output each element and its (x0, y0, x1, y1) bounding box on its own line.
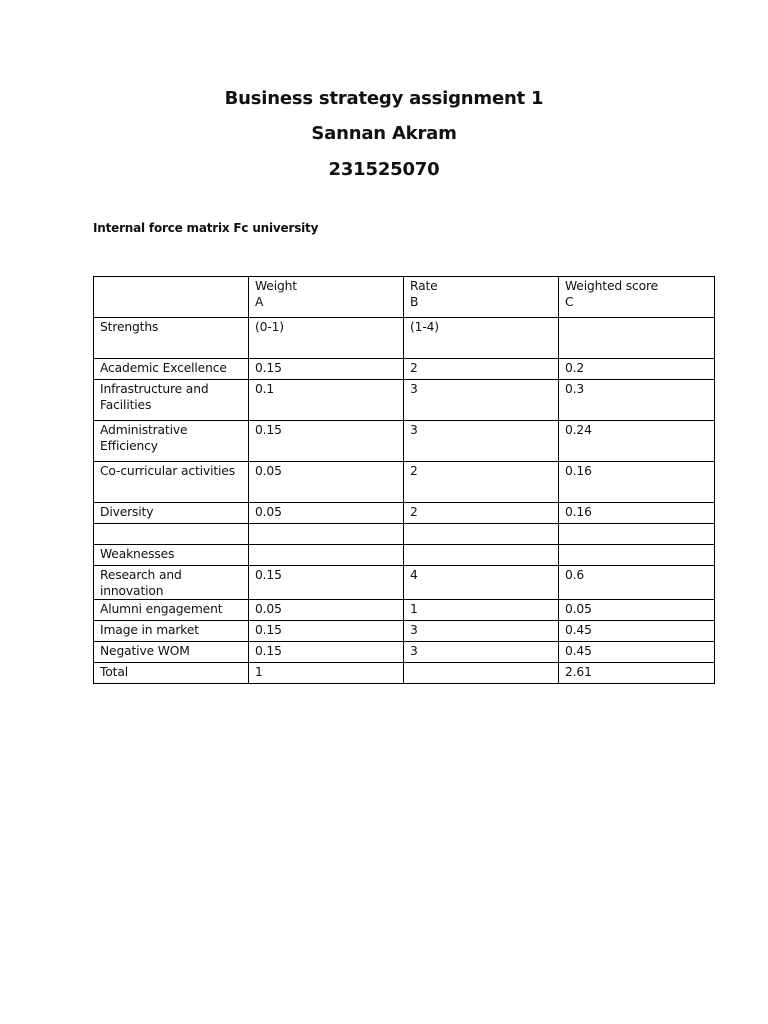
rate-cell: 3 (404, 380, 559, 421)
rate-cell: 2 (404, 462, 559, 503)
table-row (94, 421, 715, 462)
score-cell: 0.45 (559, 621, 715, 642)
table-row (94, 566, 715, 600)
table-row (94, 621, 715, 642)
weight-cell: 0.05 (249, 503, 404, 524)
factor-cell: Weaknesses (94, 545, 249, 566)
score-cell: 0.05 (559, 600, 715, 621)
weight-cell: 0.15 (249, 642, 404, 663)
table-row-empty (94, 524, 715, 545)
score-cell: 0.6 (559, 566, 715, 600)
factor-cell: Infrastructure and Facilities (94, 380, 249, 421)
factor-cell: Research and innovation (94, 566, 249, 600)
score-cell: 0.3 (559, 380, 715, 421)
rate-cell: 2 (404, 359, 559, 380)
rate-cell (404, 663, 559, 684)
weight-cell: (0-1) (249, 318, 404, 359)
weight-cell: 0.1 (249, 380, 404, 421)
factor-cell: Strengths (94, 318, 249, 359)
score-cell: 0.2 (559, 359, 715, 380)
rate-cell: 4 (404, 566, 559, 600)
table-row (94, 600, 715, 621)
factor-cell (94, 524, 249, 545)
table-row (94, 462, 715, 503)
factor-cell: Alumni engagement (94, 600, 249, 621)
score-cell: 0.16 (559, 462, 715, 503)
rate-cell: 3 (404, 421, 559, 462)
header-cell-factor (94, 277, 249, 318)
header-cell-rate: Rate B (404, 277, 559, 318)
factor-cell: Administrative Efficiency (94, 421, 249, 462)
weight-cell: 1 (249, 663, 404, 684)
rate-cell: (1-4) (404, 318, 559, 359)
weight-cell: 0.05 (249, 462, 404, 503)
table-row (94, 642, 715, 663)
table-row (94, 359, 715, 380)
table-row (94, 545, 715, 566)
table-row (94, 380, 715, 421)
internal-force-matrix-table (93, 276, 715, 684)
factor-cell: Image in market (94, 621, 249, 642)
header-cell-weighted-score: Weighted score C (559, 277, 715, 318)
rate-cell: 3 (404, 621, 559, 642)
table-row (94, 318, 715, 359)
section-heading: Internal force matrix Fc university (93, 221, 319, 235)
header-cell-weight: Weight A (249, 277, 404, 318)
author-name: Sannan Akram (311, 123, 457, 144)
rate-cell: 1 (404, 600, 559, 621)
weight-cell: 0.15 (249, 421, 404, 462)
factor-cell: Total (94, 663, 249, 684)
rate-cell: 3 (404, 642, 559, 663)
rate-cell: 2 (404, 503, 559, 524)
table-row (94, 503, 715, 524)
score-cell (559, 545, 715, 566)
score-cell: 2.61 (559, 663, 715, 684)
rate-cell (404, 545, 559, 566)
weight-cell (249, 545, 404, 566)
document-title: Business strategy assignment 1 (224, 88, 544, 109)
weight-cell: 0.05 (249, 600, 404, 621)
table-row-total (94, 663, 715, 684)
factor-cell: Negative WOM (94, 642, 249, 663)
weight-cell: 0.15 (249, 621, 404, 642)
score-cell: 0.16 (559, 503, 715, 524)
rate-cell (404, 524, 559, 545)
factor-cell: Diversity (94, 503, 249, 524)
factor-cell: Co-curricular activities (94, 462, 249, 503)
score-cell: 0.45 (559, 642, 715, 663)
factor-cell: Academic Excellence (94, 359, 249, 380)
student-id: 231525070 (328, 159, 440, 180)
weight-cell (249, 524, 404, 545)
score-cell (559, 524, 715, 545)
score-cell: 0.24 (559, 421, 715, 462)
weight-cell: 0.15 (249, 359, 404, 380)
table-header-row (94, 277, 715, 318)
score-cell (559, 318, 715, 359)
weight-cell: 0.15 (249, 566, 404, 600)
